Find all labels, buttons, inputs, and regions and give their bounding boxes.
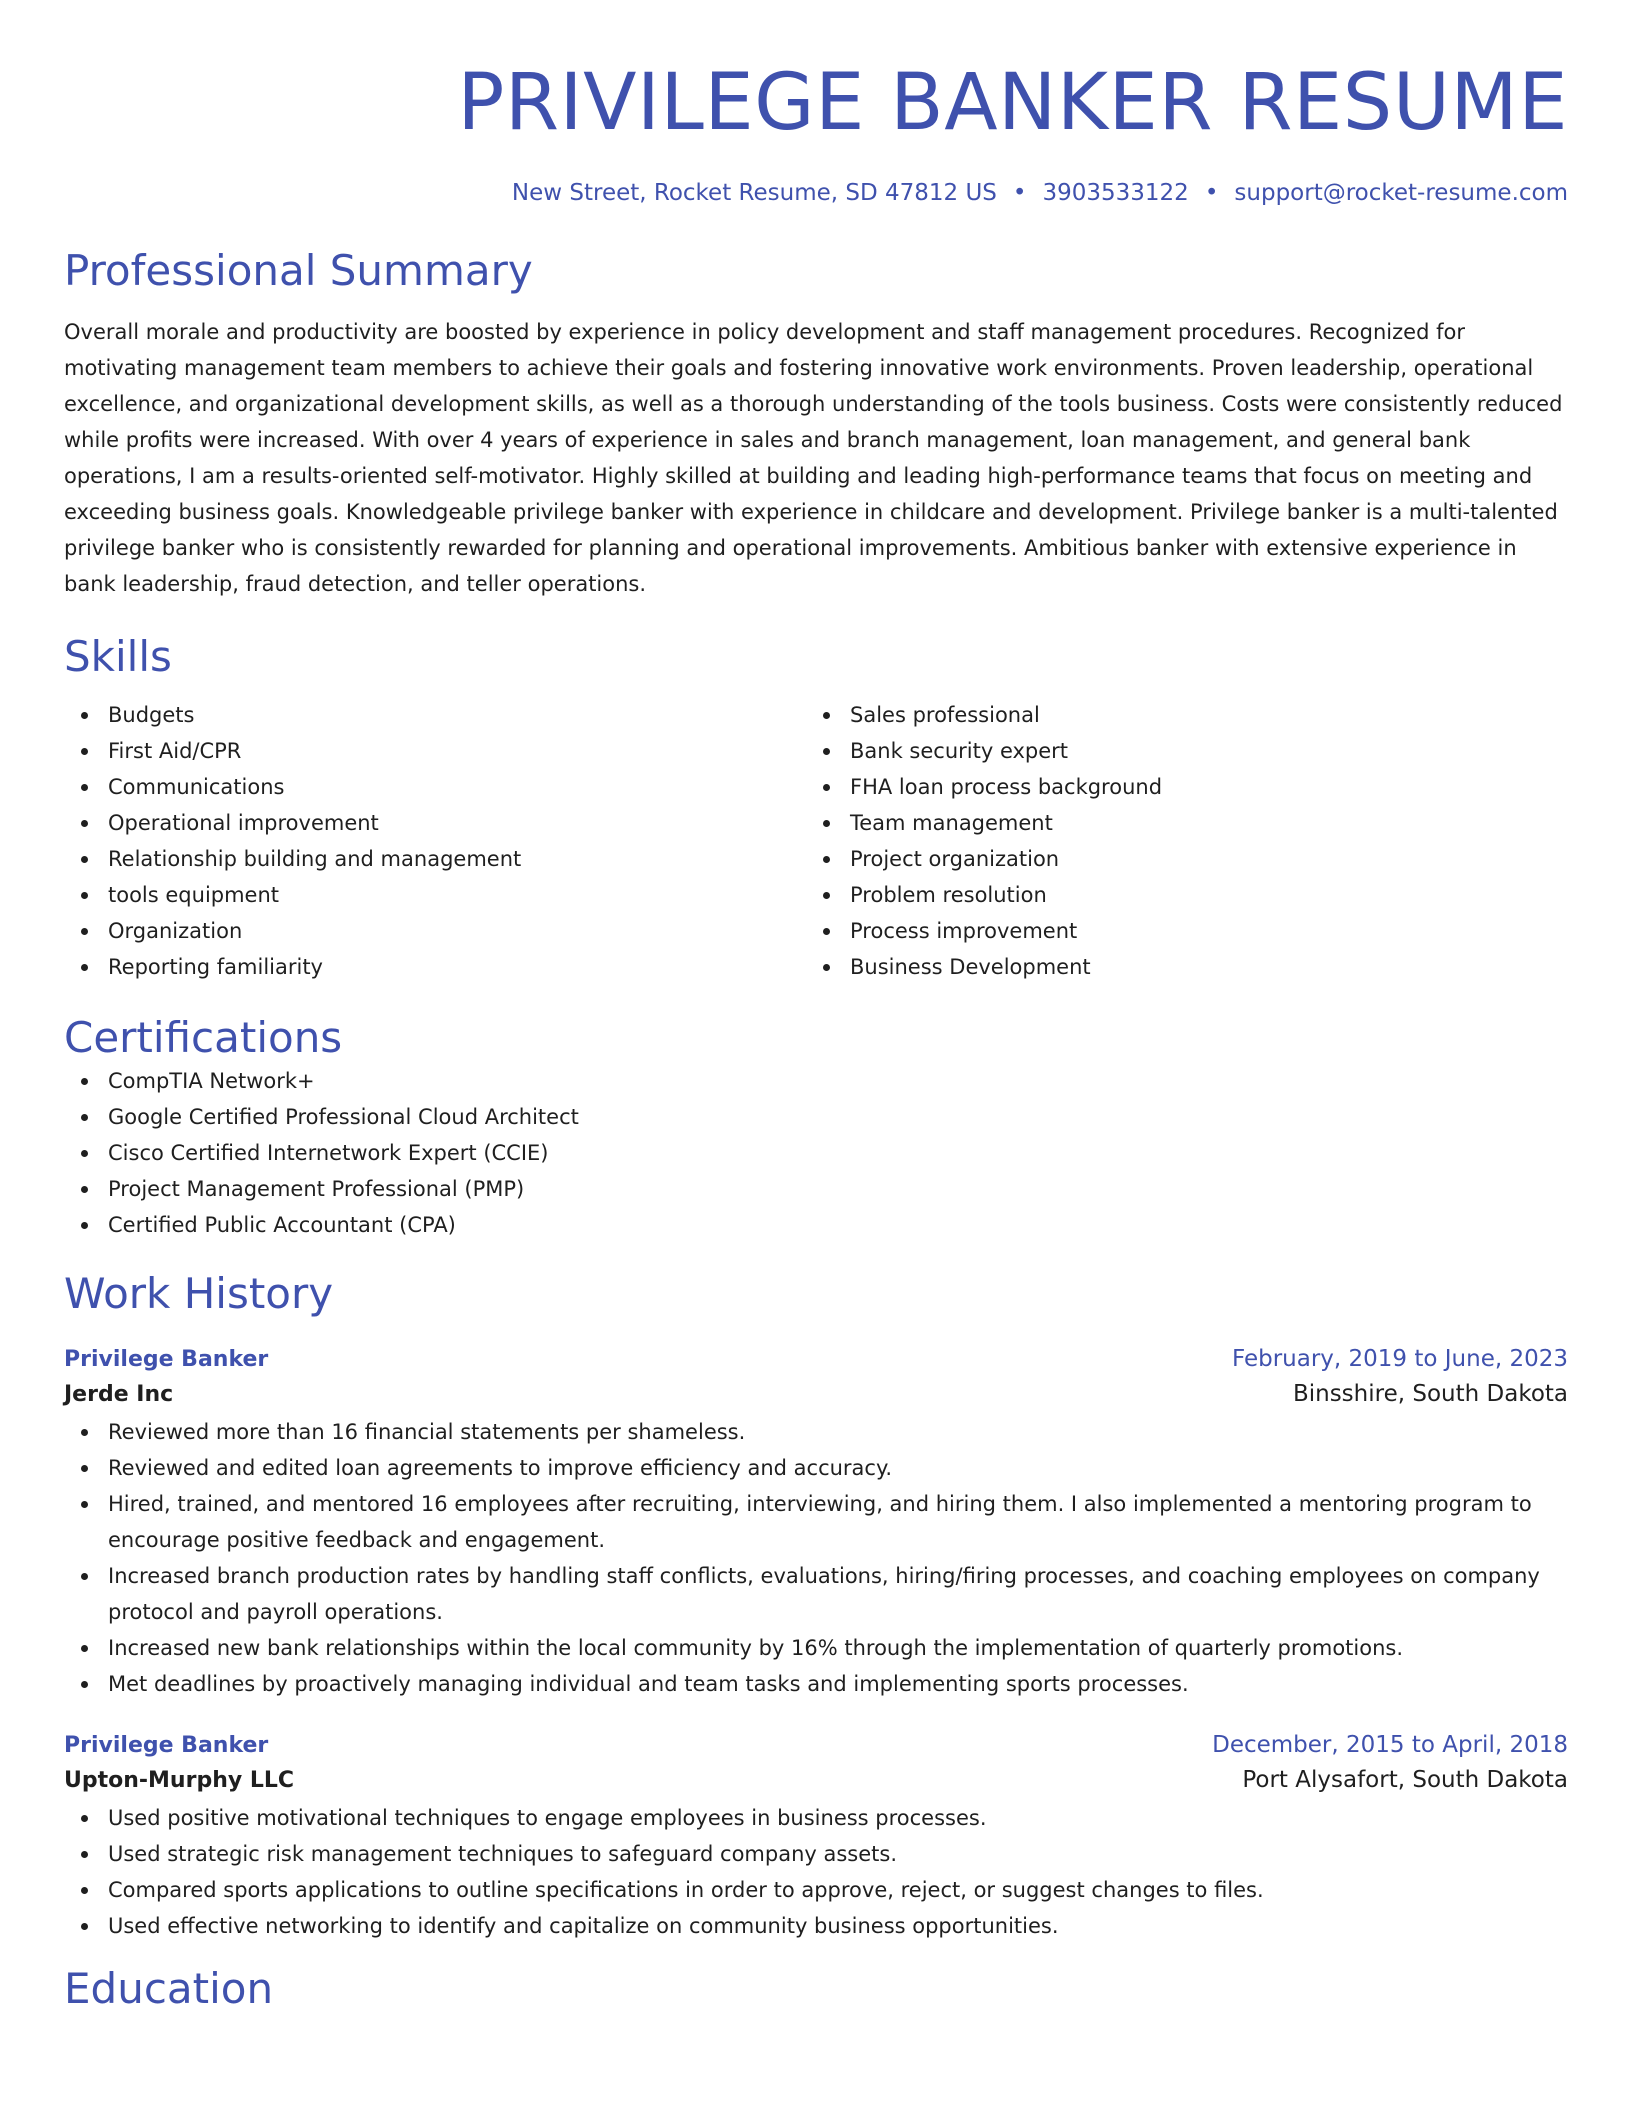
job-bullet: Compared sports applications to outline specifications in order to approve, reject, or suggest changes to files.	[64, 1872, 1568, 1908]
skills-list-right	[806, 697, 1548, 985]
job-bullet: Increased new bank relationships within the local community by 16% through the implementation of quarterly promotions.	[64, 1630, 1568, 1666]
job-bullet: Met deadlines by proactively managing individual and team tasks and implementing sports processes.	[64, 1666, 1568, 1702]
skill-item: Reporting familiarity	[64, 949, 806, 985]
contact-phone: 3903533122	[1042, 180, 1189, 206]
skill-item: Project organization	[806, 841, 1548, 877]
job-employer-row	[64, 1375, 1568, 1414]
skill-item: Bank security expert	[806, 733, 1548, 769]
certifications-list	[64, 1063, 1568, 1243]
skill-item: Organization	[64, 913, 806, 949]
job-bullet: Increased branch production rates by handling staff conflicts, evaluations, hiring/firing processes, and coaching employees on company protocol and payroll operations.	[64, 1558, 1568, 1630]
resume-page	[64, 0, 1568, 2014]
contact-address: New Street, Rocket Resume, SD 47812 US	[511, 180, 997, 206]
job-dates: February, 2019 to June, 2023	[1231, 1345, 1568, 1372]
job-dates: December, 2015 to April, 2018	[1212, 1731, 1568, 1758]
job-bullet: Used strategic risk management techniques to safeguard company assets.	[64, 1836, 1568, 1872]
certification-item: Project Management Professional (PMP)	[64, 1171, 1568, 1207]
certification-item: Google Certified Professional Cloud Architect	[64, 1099, 1568, 1135]
section-heading-skills: Skills	[64, 632, 172, 682]
skill-item: Budgets	[64, 697, 806, 733]
section-heading-summary: Professional Summary	[64, 246, 533, 295]
section-heading-work-history: Work History	[64, 1269, 334, 1319]
resume-title: PRIVILEGE BANKER RESUME	[457, 58, 1568, 148]
job-title: Privilege Banker	[64, 1346, 269, 1372]
job-employer-row	[64, 1761, 1568, 1800]
certification-item: Cisco Certified Internetwork Expert (CCIE)	[64, 1135, 1568, 1171]
skill-item: Communications	[64, 769, 806, 805]
job-bullet: Used positive motivational techniques to engage employees in business processes.	[64, 1800, 1568, 1836]
skill-item: Business Development	[806, 949, 1548, 985]
skill-item: Process improvement	[806, 913, 1548, 949]
job-bullets	[64, 1800, 1568, 1944]
job-company: Jerde Inc	[64, 1381, 174, 1407]
job-location: Binsshire, South Dakota	[1292, 1380, 1568, 1407]
job-bullet: Reviewed and edited loan agreements to improve efficiency and accuracy.	[64, 1450, 1568, 1486]
section-heading-certifications: Certifications	[64, 1012, 343, 1062]
certification-item: Certified Public Accountant (CPA)	[64, 1207, 1568, 1243]
contact-separator: •	[1012, 180, 1027, 206]
job-bullet: Hired, trained, and mentored 16 employees after recruiting, interviewing, and hiring them. I also implemented a mentoring program to encourage positive feedback and engagement.	[64, 1486, 1568, 1558]
job-entry	[64, 1344, 1568, 1702]
job-title: Privilege Banker	[64, 1732, 269, 1758]
skill-item: Operational improvement	[64, 805, 806, 841]
contact-separator: •	[1204, 180, 1219, 206]
skills-list-left	[64, 697, 806, 985]
job-company: Upton-Murphy LLC	[64, 1767, 295, 1793]
certification-item: CompTIA Network+	[64, 1063, 1568, 1099]
job-bullets	[64, 1414, 1568, 1702]
skill-item: Problem resolution	[806, 877, 1548, 913]
skill-item: Relationship building and management	[64, 841, 806, 877]
skill-item: First Aid/CPR	[64, 733, 806, 769]
job-header	[64, 1730, 1568, 1761]
skill-item: FHA loan process background	[806, 769, 1548, 805]
contact-line	[64, 180, 1568, 206]
summary-text: Overall morale and productivity are boosted by experience in policy development and staff management procedures. Recognized for motivating management team members to achieve their goals and fostering innovative work environments. Proven leadership, operational excellence, and organizational development skills, as well as a thorough understanding of the tools business. Costs were consistently reduced while profits were increased. With over 4 years of experience in sales and branch management, loan management, and general bank operations, I am a results-oriented self-motivator. Highly skilled at building and leading high-performance teams that focus on meeting and exceeding business goals. Knowledgeable privilege banker with experience in childcare and development. Privilege banker is a multi-talented privilege banker who is consistently rewarded for planning and operational improvements. Ambitious banker with extensive experience in bank leadership, fraud detection, and teller operations.	[64, 320, 1563, 597]
skills-columns	[64, 697, 1568, 985]
skill-item: tools equipment	[64, 877, 806, 913]
job-entry	[64, 1730, 1568, 1944]
job-bullet: Used effective networking to identify and capitalize on community business opportunities.	[64, 1908, 1568, 1944]
section-heading-education: Education	[64, 1963, 274, 2013]
skill-item: Team management	[806, 805, 1548, 841]
job-bullet: Reviewed more than 16 financial statements per shameless.	[64, 1414, 1568, 1450]
skill-item: Sales professional	[806, 697, 1548, 733]
job-location: Port Alysafort, South Dakota	[1242, 1766, 1568, 1793]
contact-email: support@rocket-resume.com	[1234, 180, 1568, 206]
job-header	[64, 1344, 1568, 1375]
